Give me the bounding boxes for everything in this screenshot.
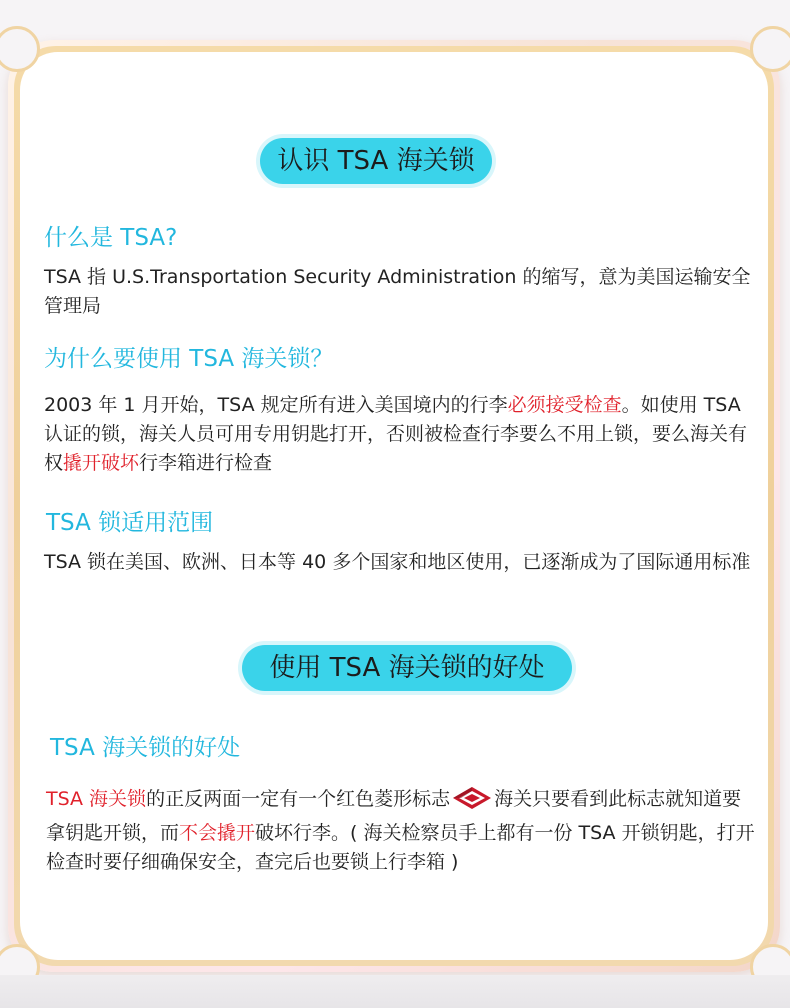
must-inspect-highlight: 必须接受检查 (507, 394, 622, 416)
tsa-lock-highlight: TSA 海关锁 (46, 788, 147, 810)
section2-title-badge (242, 645, 572, 691)
scope-heading: TSA 锁适用范围 (46, 510, 214, 536)
section1-title-badge (260, 138, 492, 184)
what-is-tsa-heading: 什么是 TSA? (44, 225, 178, 251)
benefits-text: TSA 海关锁的正反两面一定有一个红色菱形标志 海关只要看到此标志就知道要拿钥匙开锁，而不会撬开破坏行李。( 海关检察员手上都有一份 TSA 开锁钥匙，打开检查时要仔细确保安全，查完后也要锁上行李箱 ) (46, 788, 755, 873)
not-force-open-highlight: 不会撬开 (179, 822, 256, 844)
corner-notch-tr (750, 26, 790, 72)
scope-text: TSA 锁在美国、欧洲、日本等 40 多个国家和地区使用，已逐渐成为了国际通用标准 (44, 551, 751, 573)
section1-title: 认识 TSA 海关锁 (277, 146, 475, 176)
force-open-highlight: 撬开破坏 (63, 452, 140, 474)
section2-title: 使用 TSA 海关锁的好处 (269, 653, 545, 683)
red-diamond-logo-icon (452, 786, 492, 819)
why-use-heading: 为什么要使用 TSA 海关锁？ (44, 346, 334, 372)
what-is-tsa-text: TSA 指 U.S.Transportation Security Administration 的缩写，意为美国运输安全管理局 (44, 266, 751, 317)
bottom-band (0, 975, 790, 1008)
why-use-text: 2003 年 1 月开始，TSA 规定所有进入美国境内的行李必须接受检查。如使用 TSA 认证的锁，海关人员可用专用钥匙打开，否则被检查行李要么不用上锁，要么海关有权撬开破坏行李箱进行检查 (44, 394, 748, 474)
benefits-heading: TSA 海关锁的好处 (50, 735, 241, 761)
